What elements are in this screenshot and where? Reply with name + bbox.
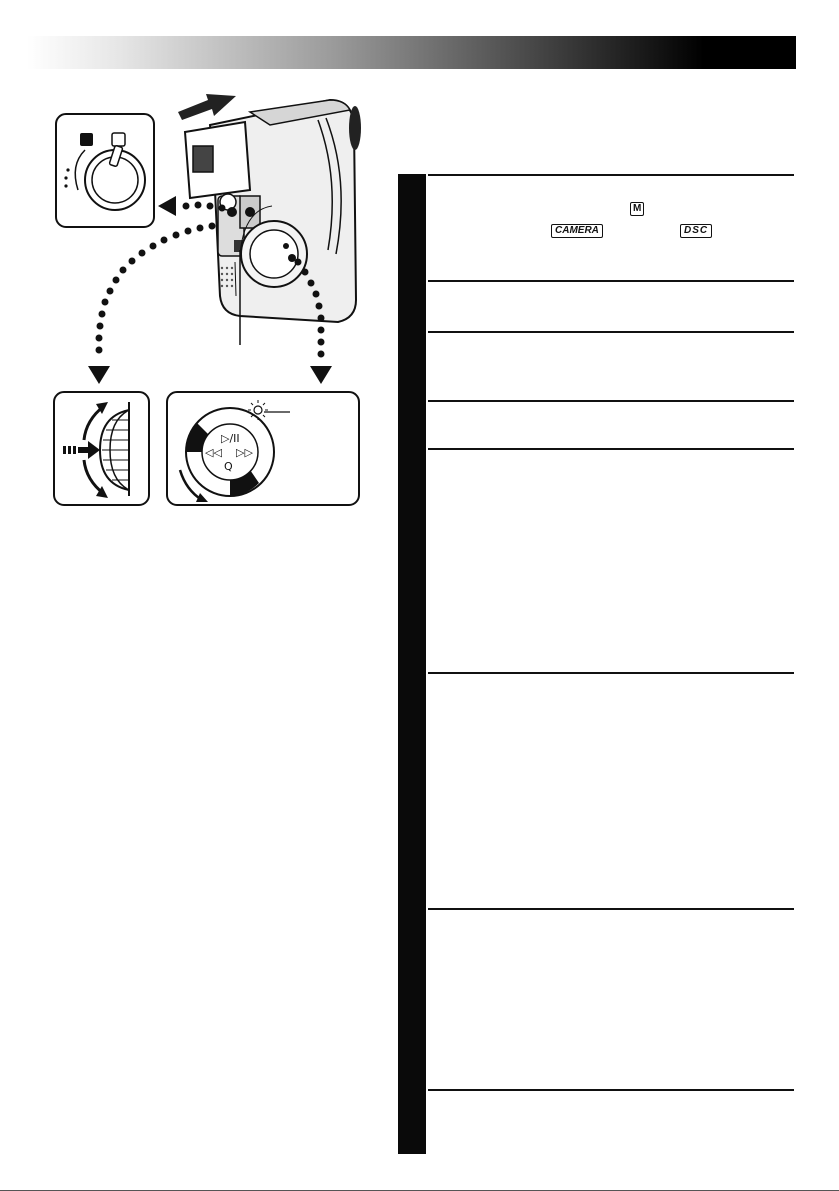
step-divider — [428, 280, 794, 282]
svg-text:◁◁: ◁◁ — [205, 446, 222, 459]
step-sidebar — [398, 174, 426, 1154]
dsc-mode-badge: DSC — [680, 224, 712, 238]
manual-mode-badge: M — [630, 202, 644, 216]
step-divider — [428, 1089, 794, 1091]
camera-mode-badge: CAMERA — [551, 224, 603, 238]
step-divider — [428, 400, 794, 402]
step-divider — [428, 908, 794, 910]
svg-text:▷/II: ▷/II — [221, 432, 240, 445]
camcorder-body — [178, 94, 361, 345]
step-1-badge-row-b — [548, 220, 606, 238]
step-divider — [428, 331, 794, 333]
step-1-badge-row-a — [627, 198, 647, 216]
svg-text:▷▷: ▷▷ — [236, 446, 253, 459]
operation-ring-panel — [167, 392, 359, 505]
step-divider — [428, 672, 794, 674]
power-switch-panel — [56, 114, 154, 227]
step-divider — [428, 174, 794, 176]
step-divider — [428, 448, 794, 450]
step-1-badge-row-c — [677, 220, 715, 238]
select-dial-panel — [54, 392, 149, 505]
camcorder-illustration — [0, 0, 400, 520]
svg-text:Q: Q — [224, 460, 233, 473]
